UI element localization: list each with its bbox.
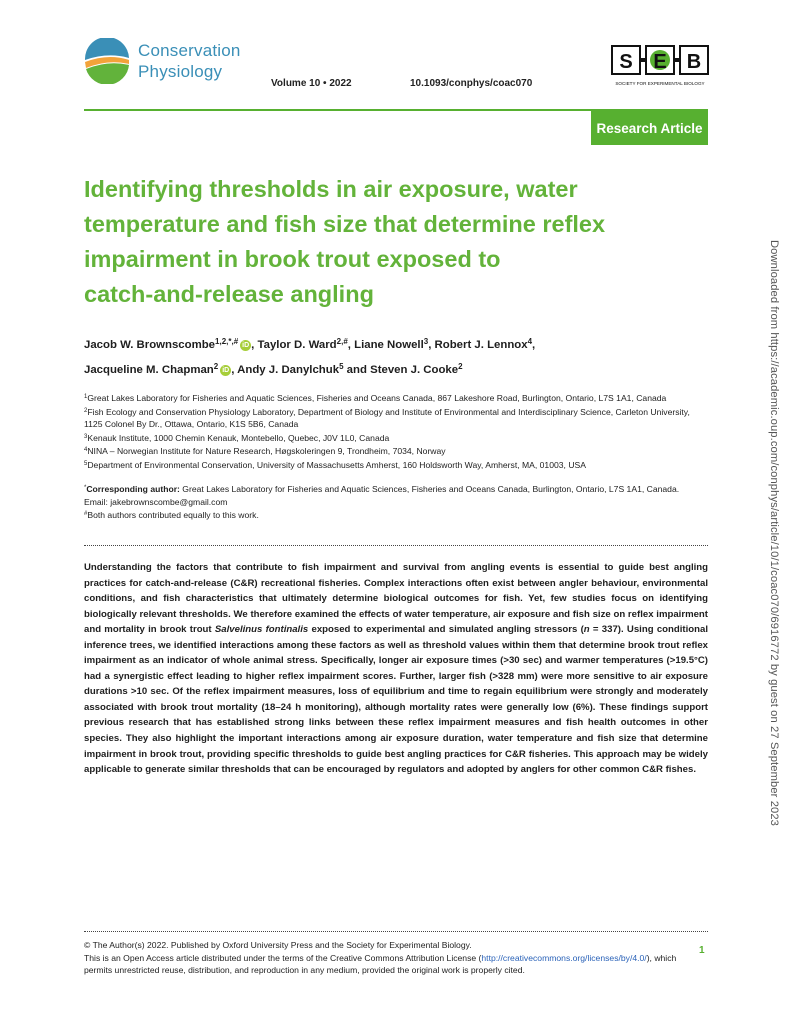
sample-size-var: n: [583, 624, 590, 636]
author-affiliation-marks: 5: [339, 362, 344, 371]
title-line: impairment in brook trout exposed to: [84, 246, 501, 272]
author-separator: ,: [347, 339, 355, 351]
affiliations: [84, 391, 704, 471]
author: [237, 364, 370, 376]
affiliation-number: 4: [84, 447, 88, 453]
author-name: Taylor D. Ward: [257, 339, 337, 351]
corresponding-marker: *: [84, 485, 87, 491]
download-watermark: Downloaded from https://academic.oup.com/conphys/article/10/1/coac070/6916772 by guest on 27 September 2023: [768, 240, 780, 826]
author-name: Jacob W. Brownscombe: [84, 339, 216, 351]
author-name: Robert J. Lennox: [434, 339, 528, 351]
journal-name-line2: Physiology: [138, 62, 223, 81]
title-line: temperature and fish size that determine reflex: [84, 211, 606, 237]
abstract: [84, 560, 708, 778]
seb-letter-b: B: [686, 51, 702, 73]
author-list: [84, 331, 704, 381]
copyright-line: © The Author(s) 2022. Published by Oxford University Press and the Society for Experimental Biology.: [84, 940, 472, 950]
sample-size-value: = 337: [589, 624, 618, 636]
affiliation-number: 1: [84, 394, 88, 400]
license-line: [84, 952, 698, 977]
license-pre: This is an Open Access article distributed under the terms of the Creative Commons Attribution License (: [84, 952, 482, 963]
author: [354, 339, 434, 351]
author-name: Liane Nowell: [354, 339, 424, 351]
doi-label: 10.1093/conphys/coac070: [410, 78, 533, 89]
affiliation-item: [84, 458, 704, 472]
license-post: ), which permits unrestricted reuse, distribution, and reproduction in any medium, provided the original work is properly cited.: [84, 952, 677, 975]
author-separator: ,: [231, 364, 238, 376]
affiliation-number: 5: [84, 460, 88, 467]
author: [84, 339, 258, 351]
affiliation-number: 3: [84, 433, 88, 440]
copyright-footer: [84, 939, 698, 977]
affiliation-item: [84, 391, 704, 405]
journal-name-line1: Conservation: [138, 41, 241, 60]
author-affiliation-marks: 3: [423, 337, 429, 346]
affiliation-item: [84, 444, 704, 458]
author-affiliation-marks: 2,#: [336, 337, 348, 346]
author: [370, 364, 462, 376]
seb-letter-s: S: [619, 51, 633, 73]
corresponding-author: [84, 482, 704, 508]
dotted-divider-bottom: [84, 931, 708, 932]
affiliation-text: Department of Environmental Conservation, University of Massachusetts Amherst, 160 Holdsworth Way, Amherst, MA, 01003, USA: [87, 459, 586, 470]
title-line: catch-and-release angling: [84, 281, 374, 307]
abstract-part2: exposed to experimental and simulated angling stressors (: [308, 624, 584, 636]
correspondence-block: [84, 482, 704, 522]
title-line: Identifying thresholds in air exposure, water: [84, 176, 578, 202]
author: [84, 364, 237, 376]
page-number: 1: [699, 945, 705, 956]
conservation-physiology-logo: [84, 38, 130, 84]
affiliation-text: Kenauk Institute, 1000 Chemin Kenauk, Montebello, Quebec, J0V 1L0, Canada: [87, 432, 390, 443]
author-name: Jacqueline M. Chapman: [84, 364, 214, 376]
author-name: Andy J. Danylchuk: [237, 364, 340, 376]
journal-name: [138, 40, 241, 82]
orcid-icon[interactable]: iD: [222, 367, 230, 374]
author-affiliation-marks: 2: [213, 362, 219, 371]
affiliation-text: Great Lakes Laboratory for Fisheries and Aquatic Sciences, Fisheries and Oceans Canada, 867 Lakeshore Road, Burlington, Ontario, L7S 1A1, Canada: [87, 393, 667, 403]
article-type-badge: Research Article: [591, 111, 708, 145]
volume-label: Volume 10 • 2022: [271, 78, 352, 89]
species-name: Salvelinus fontinalis: [214, 624, 309, 636]
corresponding-text: Great Lakes Laboratory for Fisheries and Aquatic Sciences, Fisheries and Oceans Canada, Burlington, Ontario, L7S 1A1, Canada. Email: jakebrownscombe@gmail.com: [84, 484, 680, 507]
author: [435, 339, 536, 351]
abstract-part1: Understanding the factors that contribute to fish impairment and survival from angling events is essential to guide best angling practices for catch-and-release (C&R) recreational fisheries. Complex interactions often exist between angler behaviour, environmental conditions, and fish characteristics that ultimately determine biological outcomes for fish. Yet, few studies focus on identifying biologically relevant thresholds. We therefore examined the effects of water temperature, air exposure and fish size on reflex impairment and mortality in brook trout: [84, 562, 708, 636]
corresponding-label: Corresponding author:: [86, 484, 180, 494]
seb-logo: [611, 44, 709, 90]
author-separator: ,: [251, 339, 258, 351]
author-name: Steven J. Cooke: [370, 364, 459, 376]
abstract-part3: ). Using conditional inference trees, we identified interactions among these factors as well as threshold values within them that determine brook trout reflex impairment as an indicator of whole animal stress. Specifically, longer air exposure times (>30 sec) and warmer temperatures (>19.5°C) had a synergistic effect leading to higher reflex impairment scores. Further, larger fish (>328 mm) were more sensitive to air exposure durations >10 sec. Of the reflex impairment measures, loss of equilibrium and time to regain equilibrium were strongly and moderately associated with brook trout mortality (18–24 h monitoring), although mortality rates were generally low (6%). These findings support previous research that has established strong links between these reflex impairment measures and fish health outcomes in other species. They also highlight the important interactions among air exposure duration, water temperature and fish size that determine impairment in brook trout, providing specific thresholds to guide best angling practices for C&R fisheries. This approach may be widely applicable to generate similar thresholds that can be encouraged by regulators and adopted by anglers for other common C&R fishes.: [84, 624, 708, 776]
seb-caption: SOCIETY FOR EXPERIMENTAL BIOLOGY: [615, 81, 705, 86]
affiliation-text: Fish Ecology and Conservation Physiology Laboratory, Department of Biology and Institute of Environmental and Interdisciplinary Science, Carleton University, 1125 Colonel By Dr., Ottawa, Ontario, K1S 5B6, Canada: [84, 406, 690, 429]
equal-text: Both authors contributed equally to this work.: [87, 510, 259, 520]
author-separator: and: [343, 364, 371, 376]
author-affiliation-marks: 4: [527, 337, 533, 346]
affiliation-number: 2: [84, 407, 88, 414]
author-affiliation-marks: 2: [458, 362, 463, 371]
equal-contribution-note: [84, 508, 704, 522]
author: [258, 339, 355, 351]
affiliation-item: [84, 405, 704, 431]
equal-marker: #: [84, 511, 88, 517]
affiliation-item: [84, 431, 704, 445]
author-separator: ,: [428, 339, 435, 351]
dotted-divider-top: [84, 545, 708, 546]
license-link[interactable]: http://creativecommons.org/licenses/by/4.0/: [481, 952, 647, 963]
orcid-icon[interactable]: iD: [242, 342, 250, 349]
affiliation-text: NINA – Norwegian Institute for Nature Research, Høgskoleringen 9, Trondheim, 7034, Norway: [87, 446, 446, 456]
author-separator: ,: [532, 339, 536, 351]
seb-letter-e: E: [653, 51, 667, 73]
author-affiliation-marks: 1,2,*,#: [215, 337, 239, 346]
article-title: [84, 172, 684, 312]
